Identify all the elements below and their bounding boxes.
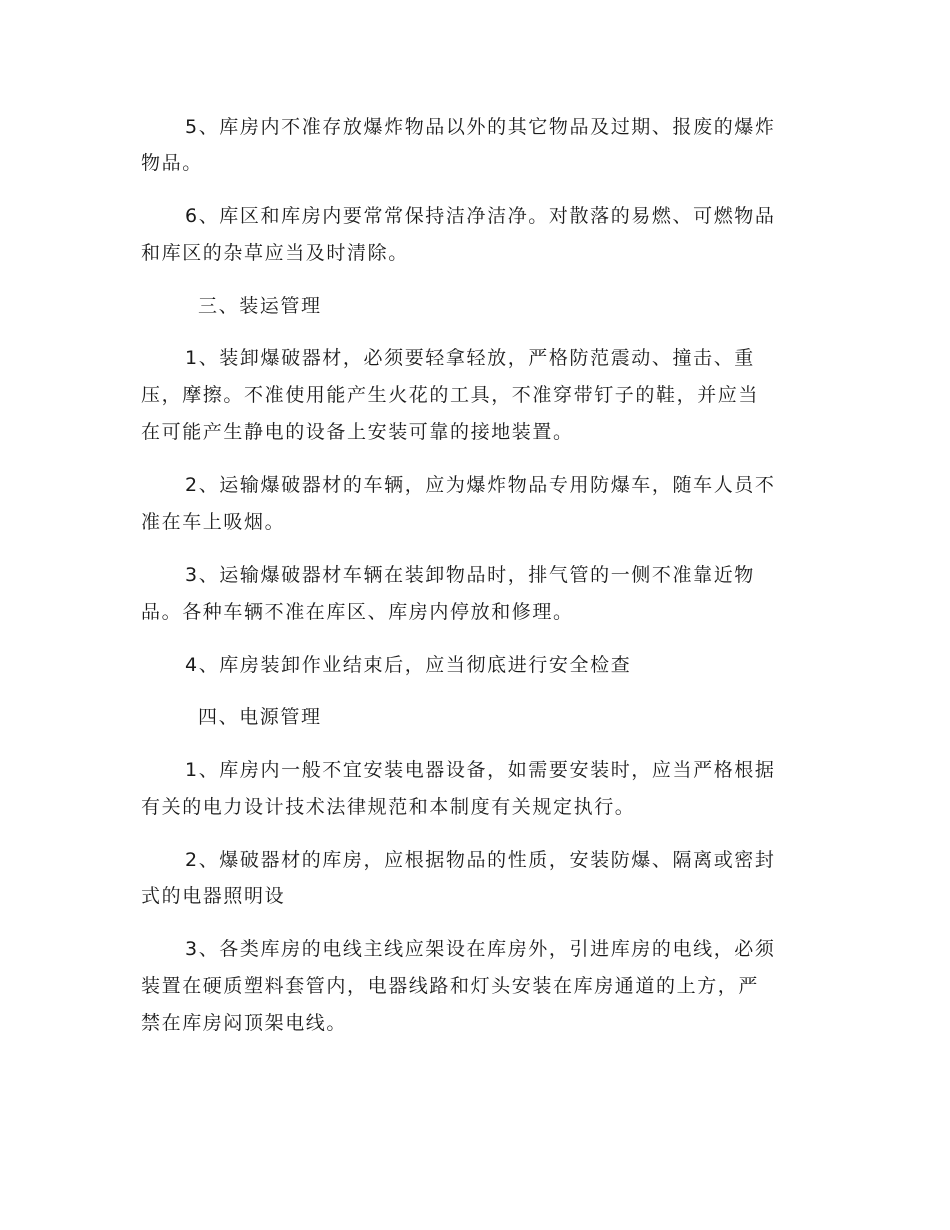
transport-item-3-line-1: 3、运输爆破器材车辆在装卸物品时，排气管的一侧不准靠近物 — [185, 564, 755, 586]
transport-item-1-line-2: 压，摩擦。不准使用能产生火花的工具，不准穿带钉子的鞋，并应当 — [141, 384, 760, 406]
paragraph-5-line-1: 5、库房内不准存放爆炸物品以外的其它物品及过期、报废的爆炸 — [185, 116, 776, 138]
transport-item-3-line-2: 品。各种车辆不准在库区、库房内停放和修理。 — [141, 601, 574, 623]
transport-item-4-line-1: 4、库房装卸作业结束后，应当彻底进行安全检查 — [185, 654, 632, 676]
power-item-2-line-2: 式的电器照明设 — [141, 885, 286, 907]
power-item-3-line-1: 3、各类库房的电线主线应架设在库房外，引进库房的电线，必须 — [185, 938, 776, 960]
power-item-3-line-3: 禁在库房闷顶架电线。 — [141, 1012, 348, 1034]
power-item-1-line-2: 有关的电力设计技术法律规范和本制度有关规定执行。 — [141, 796, 636, 818]
section-heading-power: 四、电源管理 — [198, 706, 322, 728]
section-heading-transport: 三、装运管理 — [198, 295, 322, 317]
paragraph-6-line-2: 和库区的杂草应当及时清除。 — [141, 242, 409, 264]
power-item-3-line-2: 装置在硬质塑料套管内，电器线路和灯头安装在库房通道的上方，严 — [141, 975, 760, 997]
paragraph-6-line-1: 6、库区和库房内要常常保持洁净洁净。对散落的易燃、可燃物品 — [185, 205, 776, 227]
paragraph-5-line-2: 物品。 — [141, 152, 203, 174]
power-item-2-line-1: 2、爆破器材的库房，应根据物品的性质，安装防爆、隔离或密封 — [185, 849, 776, 871]
transport-item-1-line-3: 在可能产生静电的设备上安装可靠的接地装置。 — [141, 421, 574, 443]
transport-item-1-line-1: 1、装卸爆破器材，必须要轻拿轻放，严格防范震动、撞击、重 — [185, 347, 755, 369]
transport-item-2-line-2: 准在车上吸烟。 — [141, 511, 286, 533]
transport-item-2-line-1: 2、运输爆破器材的车辆，应为爆炸物品专用防爆车，随车人员不 — [185, 474, 776, 496]
power-item-1-line-1: 1、库房内一般不宜安装电器设备，如需要安装时，应当严格根据 — [185, 759, 776, 781]
